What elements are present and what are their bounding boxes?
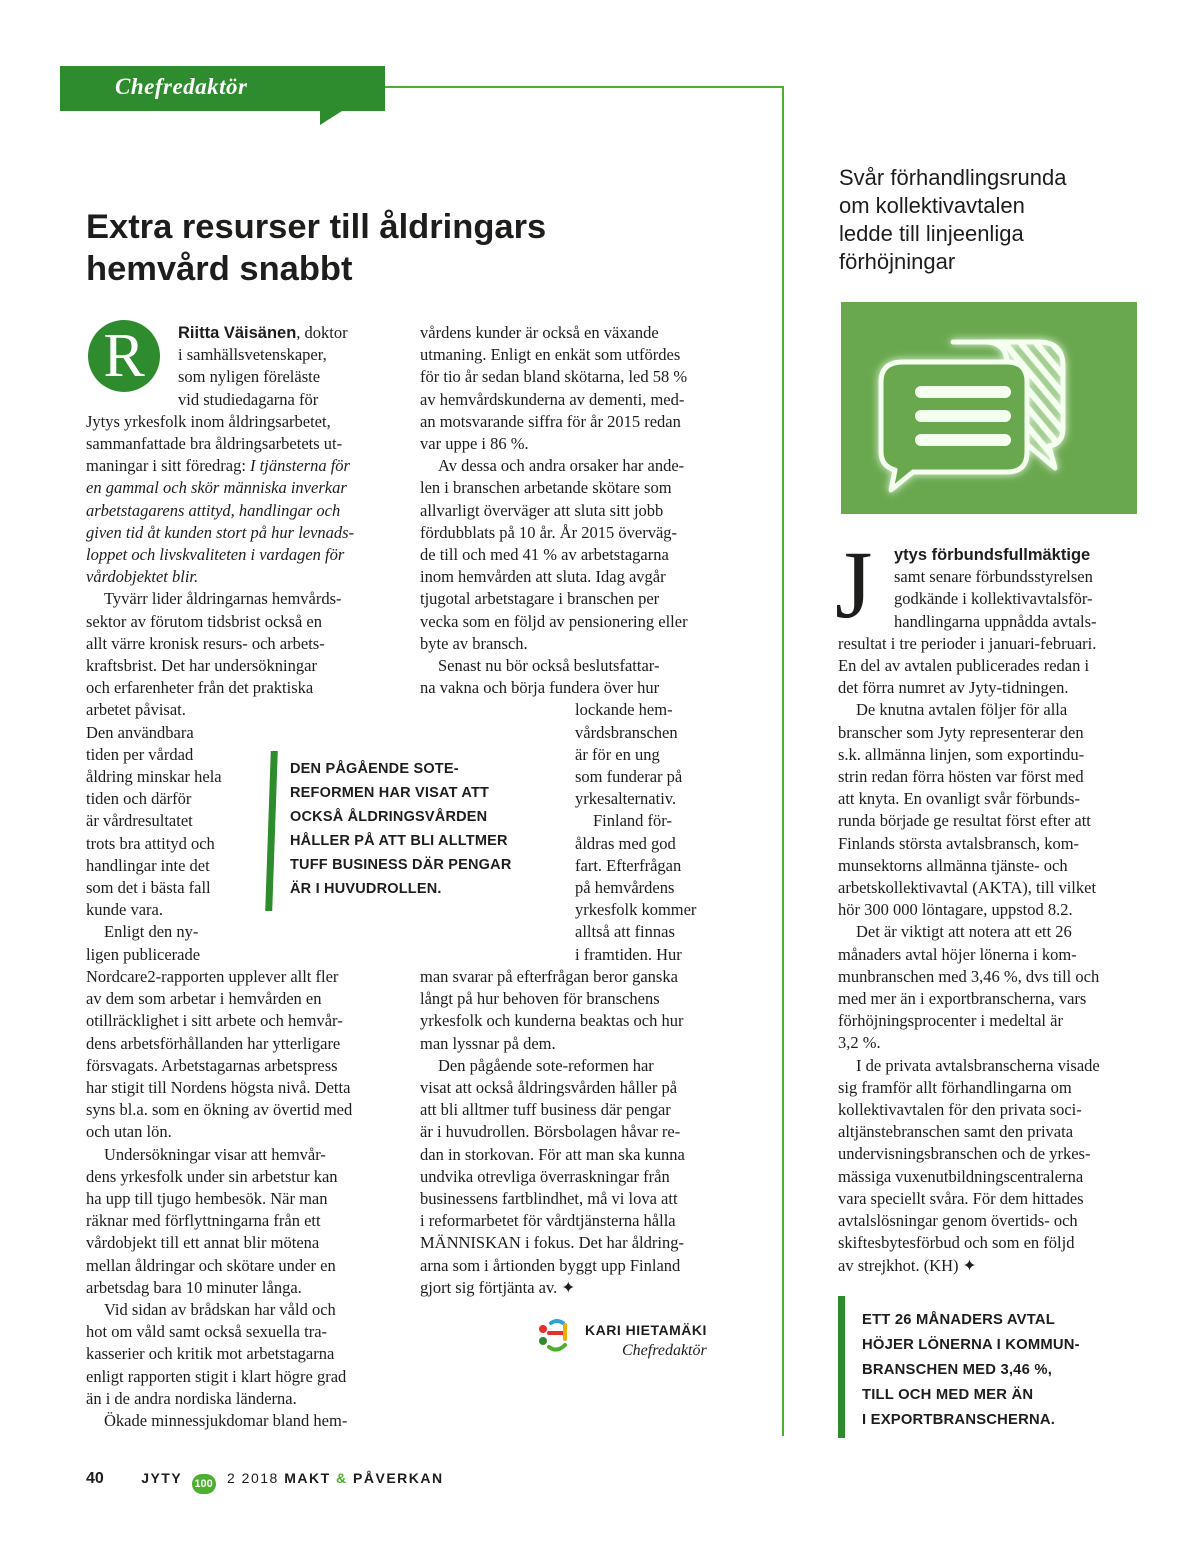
sidebar-pull-quote-bar [838,1296,845,1438]
sidebar-lead: ytys förbundsfullmäktige [894,546,1091,564]
text-line: resultat i tre perioder i januari-februari. [838,633,1097,653]
quote-text: loppet och livskvaliteten i vardagen för [86,545,345,565]
text-line: ligen publicerade [86,944,201,964]
text-line: är i huvudrollen. Börsbolagen håvar re- [420,1122,681,1142]
footer-brand: JYTY [141,1470,183,1486]
text-line: var uppe i 86 %. [420,434,529,454]
text-line: som nyligen föreläste [178,367,321,387]
text-line: av hemvårdskunderna av dementi, med- [420,389,685,409]
text-line: undervisningsbranschen och de yrkes- [838,1144,1091,1164]
col1-paragraph-5 [86,1299,386,1410]
text-line: sammanfattade bra åldringsarbetets ut- [86,434,343,454]
sidebar-body [838,544,1138,1277]
text-line: tiden per vårdad [86,744,194,764]
text-line: kollektivavtalen för den privata soci- [838,1100,1082,1120]
quote-text: vårdobjektet blir. [86,567,199,587]
text-line: dan in storkovan. För att man ska kunna [420,1144,685,1164]
text-line: handlingarna uppnådda avtals- [894,611,1097,631]
pull-quote-line: HÖJER LÖNERNA I KOMMUN- [862,1337,1080,1353]
text-line: maningar i sitt föredrag: [86,456,251,476]
text-line: och erfarenheter från det praktiska [86,678,314,698]
text-line: har stigit till Nordens högsta nivå. Detta [86,1077,351,1097]
text-line: Undersökningar visar att hemvår- [104,1144,326,1164]
col2-paragraph-2 [420,455,720,655]
quote-text: I tjänsterna för [250,456,350,476]
text-line: 3,2 %. [838,1033,881,1053]
col1-paragraph-3 [86,921,386,1143]
signature-name: KARI HIETAMÄKI [585,1322,707,1338]
footer-issue: 2 2018 [226,1470,279,1486]
text-line: samt senare förbundsstyrelsen [894,567,1093,587]
footer-makt: MAKT [284,1470,331,1486]
text-line: s.k. allmänna linjen, som exportindu- [838,744,1085,764]
sidebar-paragraph-1 [838,544,1138,699]
text-line: vårdsbranschen [575,722,678,742]
text-line: allvarligt överväger att sluta sitt jobb [420,500,664,520]
text-line: kunde vara. [86,900,163,920]
frame-line-top [385,86,784,88]
pull-quote-line: TUFF BUSINESS DÄR PENGAR [290,857,512,873]
text-line: utmaning. Enligt en enkät som utfördes [420,345,681,365]
text-line: Vid sidan av brådskan har våld och [104,1299,336,1319]
text-line: kasserier och kritik mot arbetstagarna [86,1344,335,1364]
speech-bubbles-icon [841,302,1137,514]
page-number: 40 [86,1470,104,1487]
text-line: byte av bransch. [420,633,528,653]
text-line: avtalslösningar genom övertids- och [838,1211,1078,1231]
text-line: Finland för- [593,811,672,831]
sidebar-paragraph-3 [838,921,1138,1054]
quote-text: arbetstagarens attityd, handlingar och [86,500,341,520]
text-line: som det i bästa fall [86,878,211,898]
text-line: enligt rapporten stigit i klart högre grad [86,1366,347,1386]
text-line: försvagats. Arbetstagarnas arbetspress [86,1055,338,1075]
text-line: MÄNNISKAN i fokus. Det har åldring- [420,1233,684,1253]
text-line: mellan åldringar och skötare under en [86,1255,336,1275]
text-line: runda började ge resultat först efter att [838,811,1091,831]
text-line: man lyssnar på dem. [420,1033,556,1053]
text-line: för tio år sedan bland skötarna, led 58 % [420,367,688,387]
article-pull-quote [290,757,512,901]
text-line: strin redan förra hösten var först med [838,767,1084,787]
pull-quote-line: HÅLLER PÅ ATT BLI ALLTMER [290,833,508,849]
page-footer [86,1470,444,1494]
text-line: att bli alltmer tuff business där pengar [420,1100,671,1120]
text-line: långt på hur behoven för branschens [420,989,660,1009]
text-line: åldras med god [575,833,676,853]
footer-ampersand: & [336,1470,348,1486]
text-line: fördubblats på 10 år. År 2015 överväg- [420,522,678,542]
text-line: arbetet påvisat. [86,700,186,720]
section-tab-notch [320,111,342,125]
text-line: i framtiden. Hur [575,944,682,964]
text-line: tiden och därför [86,789,192,809]
text-line: åldring minskar hela [86,767,222,787]
text-line: syns bl.a. som en ökning av övertid med [86,1100,353,1120]
text-line: undvika otrevliga överraskningar från [420,1166,670,1186]
text-line: lockande hem- [575,700,673,720]
text-line: dens yrkesfolk under sin arbetstur kan [86,1166,338,1186]
pull-quote-line: ETT 26 MÅNADERS AVTAL [862,1312,1056,1328]
text-line: vårdens kunder är också en växande [420,323,659,342]
sidebar-title-line: om kollektivavtalen [839,193,1025,218]
text-line: tjugotal arbetstagare i branschen per [420,589,660,609]
text-line: är för en ung [575,744,660,764]
text-line: Jytys yrkesfolk inom åldringsarbetet, [86,411,331,431]
text-line: yrkesfolk och kunderna beaktas och hur [420,1011,684,1031]
text-line: av strejkhot. (KH) ✦ [838,1255,977,1275]
pull-quote-line: BRANSCHEN MED 3,46 %, [862,1362,1053,1378]
sidebar-paragraph-2 [838,699,1138,921]
text-line: vid studiedagarna för [178,389,319,409]
text-line: Av dessa och andra orsaker har ande- [438,456,685,476]
col1-paragraph-6 [86,1410,386,1432]
col1-paragraph-4 [86,1144,386,1299]
author-name: Riitta Väisänen [178,324,297,342]
text-line: Tyvärr lider åldringarnas hemvårds- [104,589,342,609]
article-headline [86,206,726,290]
text-line: Nordcare2-rapporten upplever allt fler [86,966,339,986]
text-line: sig framför allt förhandlingarna om [838,1077,1072,1097]
text-line: arbetskollektivavtal (AKTA), till vilket [838,878,1097,898]
text-line: trots bra attityd och [86,833,215,853]
headline-line-2: hemvård snabbt [86,250,353,288]
text-line: Den pågående sote-reformen har [438,1055,654,1075]
pull-quote-line: REFORMEN HAR VISAT ATT [290,785,490,801]
sidebar-title [839,164,1129,276]
text-line: fart. Efterfrågan [575,855,682,875]
text-line: otillräcklighet i sitt arbete och hemvår- [86,1011,343,1031]
text-line: altjänstebranschen samt den privata [838,1122,1074,1142]
text-line: na vakna och börja fundera över hur [420,678,660,698]
text-line: av dem som arbetar i hemvården en [86,989,322,1009]
dropcap-j: J [835,531,873,638]
text-line: arna som i årtionden byggt upp Finland [420,1255,681,1275]
section-tab [60,66,385,111]
sidebar-title-line: förhöjningar [839,249,956,274]
text-line: mässiga vuxenutbildningscentralerna [838,1166,1084,1186]
pull-quote-line: DEN PÅGÅENDE SOTE- [290,761,459,777]
col2-paragraph-5 [420,1055,720,1299]
pull-quote-line: TILL OCH MED MER ÄN [862,1387,1034,1403]
text-line: de till och med 41 % av arbetstagarna [420,545,669,565]
text-line: månaders avtal höjer lönerna i kom- [838,944,1077,964]
text-line: är vårdresultatet [86,811,193,831]
text-line: , doktor [296,323,348,342]
text-line: munbranschen med 3,46 %, dvs till och [838,966,1100,986]
dropcap-r: R [88,320,160,392]
text-line: I de privata avtalsbranscherna visade [856,1055,1100,1075]
text-line: vårdobjekt till ett annat blir mötena [86,1233,320,1253]
text-line: handlingar inte det [86,855,210,875]
text-line: vecka som en följd av pensionering eller [420,611,688,631]
sidebar-title-line: ledde till linjeenliga [839,221,1024,246]
pull-quote-line: OCKSÅ ÅLDRINGSVÅRDEN [290,809,488,825]
sidebar-title-line: Svår förhandlingsrunda [839,165,1067,190]
text-line: businessens fartblindhet, må vi lova att [420,1188,678,1208]
text-line: yrkesfolk kommer [575,900,697,920]
text-line: vara speciellt svåra. För dem hittades [838,1188,1084,1208]
section-label: Chefredaktör [115,74,248,99]
pull-quote-line: ÄR I HUVUDROLLEN. [290,881,442,897]
pull-quote-line: I EXPORTBRANSCHERNA. [862,1412,1056,1428]
text-line: Den användbara [86,722,194,742]
jyty-100-badge: 100 [192,1474,216,1494]
text-line: Senast nu bör också beslutsfattar- [438,656,660,676]
text-line: inom hemvården att sluta. Idag avgår [420,567,666,587]
text-line: att knyta. En ovanligt svår förbunds- [838,789,1080,809]
text-line: ha upp till tjugo hembesök. När man [86,1188,328,1208]
text-line: som funderar på [575,767,683,787]
text-line: kraftsbrist. Det har undersökningar [86,656,317,676]
quote-text: given tid åt kunden stort på hur levnads- [86,522,355,542]
text-line: i reformarbetet för vårdtjänsterna hålla [420,1211,676,1231]
text-line: sektor av förutom tidsbrist också en [86,611,322,631]
text-line: len i branschen arbetande skötare som [420,478,672,498]
text-line: De knutna avtalen följer för alla [856,700,1068,720]
text-line: hot om våld samt också sexuella tra- [86,1322,328,1342]
text-line: visat att också åldringsvården håller på [420,1077,678,1097]
text-line: hör 300 000 löntagare, uppstod 8.2. [838,900,1073,920]
text-line: an motsvarande siffra för år 2015 redan [420,411,681,431]
text-line: yrkesalternativ. [575,789,677,809]
text-line: skiftesbytesförbud och som en följd [838,1233,1075,1253]
text-line: Finlands största avtalsbransch, kom- [838,833,1080,853]
text-line: branscher som Jyty representerar den [838,722,1084,742]
text-line: godkände i kollektivavtalsför- [894,589,1093,609]
text-line: man svarar på efterfrågan beror ganska [420,966,678,986]
signature-role: Chefredaktör [622,1342,707,1359]
quote-text: en gammal och skör människa inverkar [86,478,347,498]
jyty-logo-icon [535,1317,575,1357]
text-line: det förra numret av Jyty-tidningen. [838,678,1069,698]
text-line: alltså att finnas [575,922,675,942]
text-line: munsektorns allmänna tjänste- och [838,855,1068,875]
text-line: räknar med förflyttningarna från ett [86,1211,321,1231]
text-line: gjort sig förtjänta av. ✦ [420,1277,576,1297]
text-line: allt värre kronisk resurs- och arbets- [86,633,325,653]
sidebar-paragraph-4 [838,1055,1138,1277]
text-line: än i de andra nordiska länderna. [86,1388,297,1408]
sidebar-pull-quote [862,1308,1080,1433]
text-line: Enligt den ny- [104,922,199,942]
speech-bubbles-icon-box [841,302,1137,514]
text-line: i samhällsvetenskaper, [178,345,327,365]
text-line: förhöjningsprocenter i medeltal är [838,1011,1063,1031]
text-line: på hemvårdens [575,878,675,898]
text-line: med mer än i exportbranscherna, vars [838,989,1087,1009]
text-line: arbetsdag bara 10 minuter långa. [86,1277,302,1297]
text-line: En del av avtalen publicerades redan i [838,656,1090,676]
text-line: Ökade minnessjukdomar bland hem- [104,1410,348,1430]
footer-paverkan: PÅVERKAN [353,1470,444,1486]
frame-line-divider [782,86,784,1436]
headline-line-1: Extra resurser till åldringars [86,208,547,246]
text-line: och utan lön. [86,1122,172,1142]
text-line: dens arbetsförhållanden har ytterligare [86,1033,341,1053]
col1-paragraph-1 [86,322,386,588]
text-line: Det är viktigt att notera att ett 26 [856,922,1072,942]
col2-paragraph-1 [420,322,720,455]
